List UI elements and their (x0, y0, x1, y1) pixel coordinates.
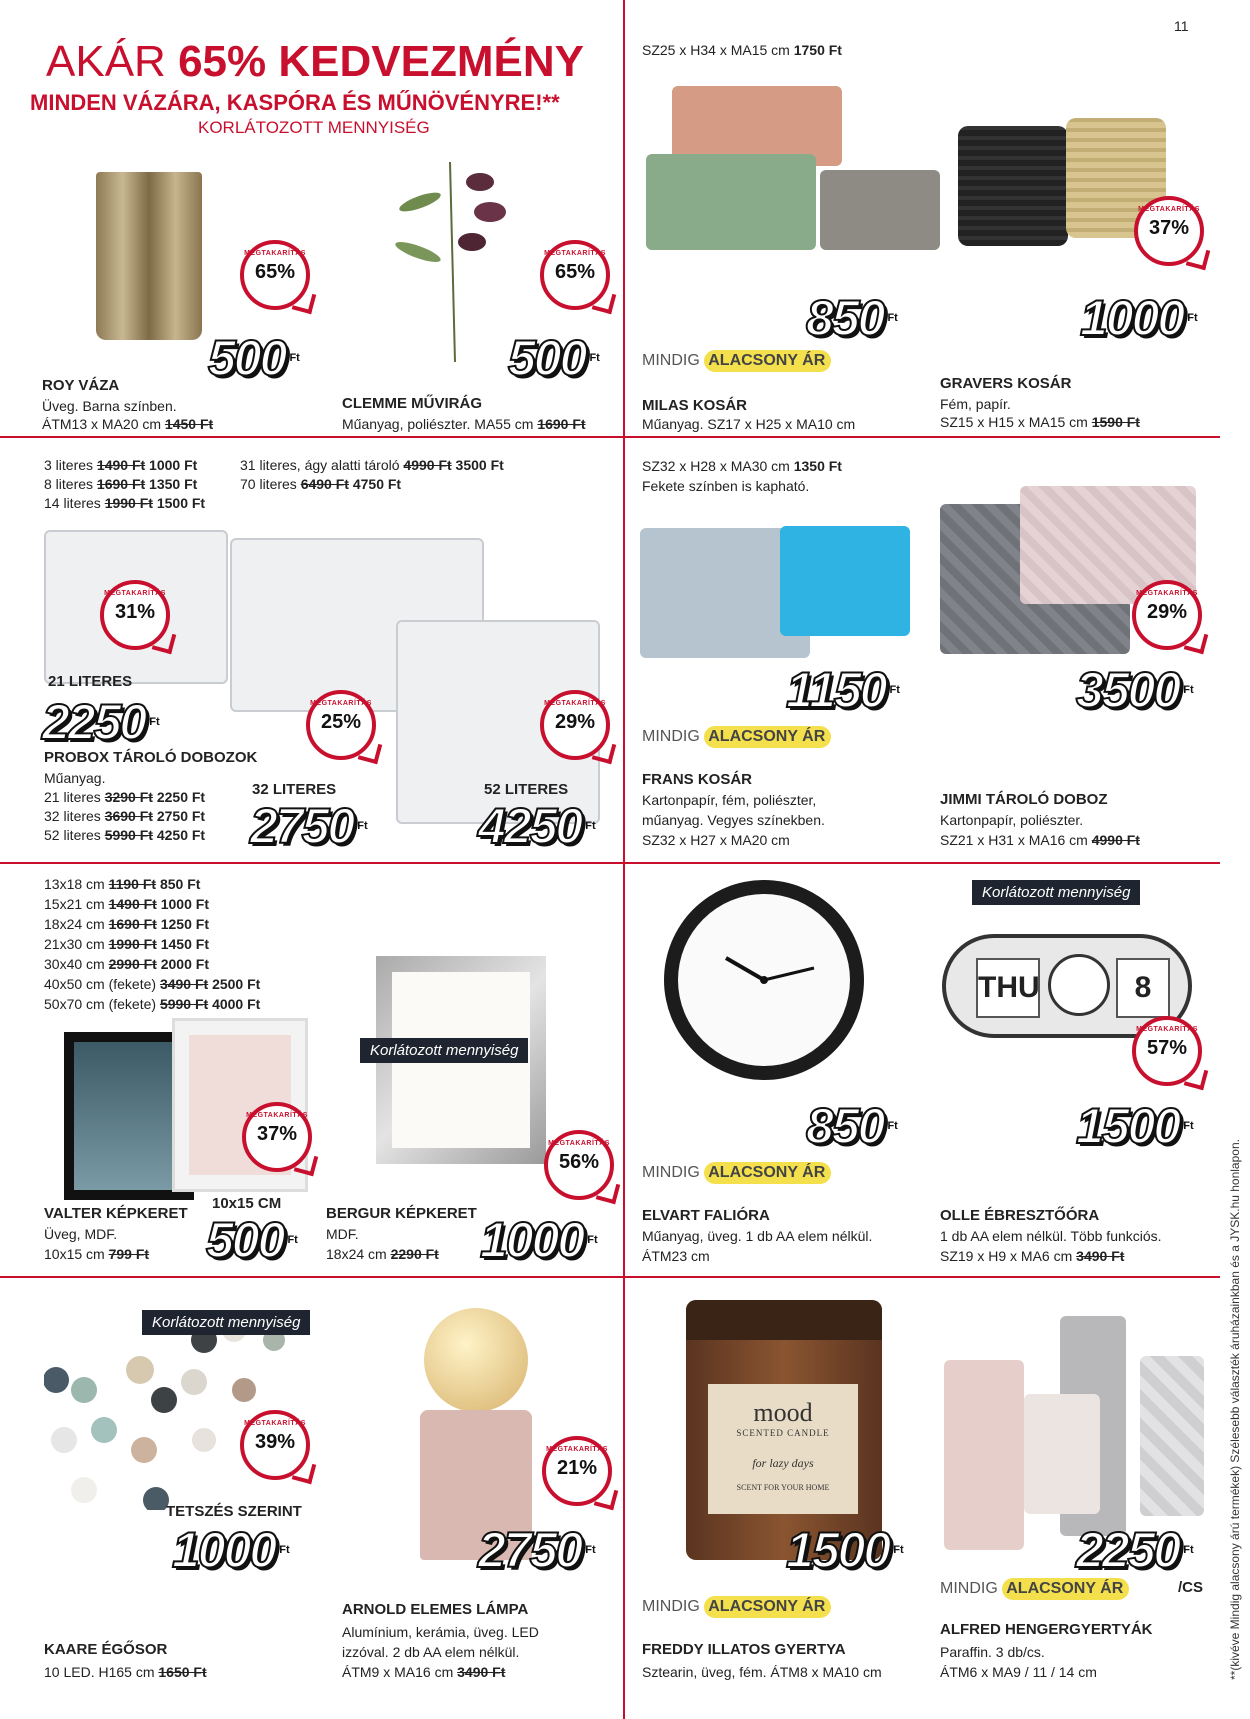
savings-badge: MEGTAKARÍTÁS 65% (240, 240, 310, 310)
page-number: 11 (1174, 18, 1189, 34)
wall-clock-image (664, 880, 864, 1080)
product-name: JIMMI TÁROLÓ DOBOZ (940, 791, 1108, 808)
product-desc: 1 db AA elem nélkül. Több funkciós. (940, 1228, 1162, 1244)
product-desc: Fém, papír. (940, 396, 1011, 412)
product-desc: 10 LED. H165 cm 1650 Ft (44, 1664, 207, 1680)
savings-badge: MEGTAKARÍTÁS 31% (100, 580, 170, 650)
savings-badge: MEGTAKARÍTÁS 29% (1132, 580, 1202, 650)
variant-label: TETSZÉS SZERINT (166, 1503, 302, 1520)
product-desc: Műanyag. SZ17 x H25 x MA10 cm (642, 416, 856, 432)
price: 1500 $^{Ft}$ (1076, 1098, 1194, 1154)
price-list-left: 3 literes 1490 Ft 1000 Ft 8 literes 1690 Ft 1350 Ft 14 literes 1990 Ft 1500 Ft (44, 457, 206, 511)
price: 1000 $^{Ft}$ (172, 1522, 290, 1578)
product-desc: ÁTM9 x MA16 cm 3490 Ft (342, 1664, 506, 1680)
savings-badge: MEGTAKARÍTÁS 65% (540, 240, 610, 310)
side-note: **(kivéve Mindig alacsony árú termékek) Szélesebb választék áruházainkban és a JYSK.hu honlapon. (1228, 1139, 1242, 1680)
price: 500 $^{Ft}$ (508, 330, 600, 386)
price: 2250 $^{Ft}$ (42, 694, 160, 750)
frame-price-list: 13x18 cm 1190 Ft 850 Ft 15x21 cm 1490 Ft 1000 Ft 18x24 cm 1690 Ft 1250 Ft 21x30 cm 1990 Ft 1450 Ft 30x40 cm 2990 Ft 2000 Ft 40x50 cm (fekete) 3490 Ft 2500 Ft 50x70 cm (fekete) 5990 Ft 4000 Ft (44, 876, 261, 1012)
candle-jar-image (686, 1300, 882, 1560)
product-desc: SZ21 x H31 x MA16 cm 4990 Ft (940, 832, 1140, 848)
clock-date-display: 8 (1116, 958, 1170, 1018)
product-name: ALFRED HENGERGYERTYÁK (940, 1621, 1153, 1638)
savings-badge: MEGTAKARÍTÁS 56% (544, 1130, 614, 1200)
price-list-right: 31 literes, ágy alatti tároló 4990 Ft 3500 Ft 70 literes 6490 Ft 4750 Ft (240, 457, 504, 492)
product-desc: ÁTM13 x MA20 cm 1450 Ft (42, 416, 214, 432)
basket-black-image (958, 126, 1068, 246)
row-divider-2 (0, 862, 1220, 864)
size-label: 10x15 CM (212, 1195, 282, 1212)
price: 500 $^{Ft}$ (206, 1212, 298, 1268)
price: 2750 $^{Ft}$ (250, 798, 368, 854)
product-desc: SZ15 x H15 x MA15 cm 1590 Ft (940, 414, 1140, 430)
candle-label-footer: SCENT FOR YOUR HOME (736, 1483, 830, 1492)
product-desc: Alumínium, kerámia, üveg. LED (342, 1624, 539, 1640)
mindig-alacsony-ar-badge: MINDIG ALACSONY ÁR (940, 1578, 1129, 1600)
clock-day-display: THU (976, 958, 1040, 1018)
row-divider-1 (0, 436, 1220, 438)
product-name: FRANS KOSÁR (642, 771, 753, 788)
savings-badge: MEGTAKARÍTÁS 39% (240, 1410, 310, 1480)
mindig-alacsony-ar-badge: MINDIG ALACSONY ÁR (642, 726, 831, 748)
product-name: BERGUR KÉPKERET (326, 1205, 477, 1222)
product-desc: Műanyag, üveg. 1 db AA elem nélkül. (642, 1228, 873, 1244)
savings-badge: MEGTAKARÍTÁS 25% (306, 690, 376, 760)
savings-badge: MEGTAKARÍTÁS 21% (542, 1436, 612, 1506)
candle-label-title: mood (753, 1398, 813, 1427)
headline-prefix: AKÁR (46, 37, 166, 86)
fabric-basket-blue-image (780, 526, 910, 636)
product-name: OLLE ÉBRESZTŐÓRA (940, 1207, 1100, 1224)
savings-badge: MEGTAKARÍTÁS 37% (242, 1102, 312, 1172)
product-color-note: Fekete színben is kapható. (642, 478, 810, 494)
lamp-bulb-image (424, 1308, 528, 1412)
product-name: VALTER KÉPKERET (44, 1205, 188, 1222)
headline-discount: 65% KEDVEZMÉNY (178, 37, 584, 86)
product-name: KAARE ÉGŐSOR (44, 1641, 168, 1658)
product-desc: SZ32 x H27 x MA20 cm (642, 832, 790, 848)
price: 3500 $^{Ft}$ (1076, 662, 1194, 718)
price: 4250 $^{Ft}$ (478, 798, 596, 854)
product-name: GRAVERS KOSÁR (940, 375, 1072, 392)
candle-quilted-image (1140, 1356, 1204, 1516)
price: 850 $^{Ft}$ (806, 290, 898, 346)
size-label: 52 LITERES (484, 781, 569, 798)
vertical-divider (623, 0, 625, 1719)
price: 1000 $^{Ft}$ (480, 1212, 598, 1268)
price: 500 $^{Ft}$ (208, 330, 300, 386)
limited-quantity-label: Korlátozott mennyiség (360, 1038, 528, 1063)
price: 1000 $^{Ft}$ (1080, 290, 1198, 346)
price: 850 $^{Ft}$ (806, 1098, 898, 1154)
limited-quantity-note: KORLÁTOZOTT MENNYISÉG (198, 118, 430, 137)
product-desc: 18x24 cm 2290 Ft (326, 1246, 439, 1262)
product-desc: SZ19 x H9 x MA6 cm 3490 Ft (940, 1248, 1125, 1264)
product-name: PROBOX TÁROLÓ DOBOZOK (44, 749, 258, 766)
savings-badge: MEGTAKARÍTÁS 29% (540, 690, 610, 760)
price-list-bottom: 21 literes 3290 Ft 2250 Ft 32 literes 3690 Ft 2750 Ft 52 literes 5990 Ft 4250 Ft (44, 789, 206, 843)
product-name: ARNOLD ELEMES LÁMPA (342, 1601, 529, 1618)
subheadline: MINDEN VÁZÁRA, KASPÓRA ÉS MŰNÖVÉNYRE!** (30, 90, 560, 115)
candle-pink-image (944, 1360, 1024, 1550)
price: 1150 $^{Ft}$ (786, 662, 900, 718)
candle-white-image (1024, 1394, 1100, 1514)
product-desc: Sztearin, üveg, fém. ÁTM8 x MA10 cm (642, 1664, 882, 1680)
product-desc: Üveg. Barna színben. (42, 398, 177, 414)
candle-label-tagline: for lazy days (752, 1456, 814, 1470)
product-desc: Paraffin. 3 db/cs. (940, 1644, 1045, 1660)
savings-badge: MEGTAKARÍTÁS 57% (1132, 1016, 1202, 1086)
candle-label-subtitle: SCENTED CANDLE (736, 1428, 830, 1438)
vase-image (96, 172, 202, 340)
product-size-note: SZ32 x H28 x MA30 cm 1350 Ft (642, 458, 842, 474)
product-desc: műanyag. Vegyes színekben. (642, 812, 825, 828)
per-pack-label: /CS (1178, 1579, 1204, 1596)
limited-quantity-label: Korlátozott mennyiség (142, 1310, 310, 1335)
row-divider-3 (0, 1276, 1220, 1278)
mindig-alacsony-ar-badge: MINDIG ALACSONY ÁR (642, 1162, 831, 1184)
product-desc: Üveg, MDF. (44, 1226, 118, 1242)
product-desc: ÁTM6 x MA9 / 11 / 14 cm (940, 1664, 1097, 1680)
product-desc: Kartonpapír, fém, poliészter, (642, 792, 817, 808)
product-name: FREDDY ILLATOS GYERTYA (642, 1641, 846, 1658)
crate-grey-image (820, 170, 940, 250)
price: 2750 $^{Ft}$ (478, 1522, 596, 1578)
product-name: ROY VÁZA (42, 377, 120, 394)
product-desc: Műanyag, poliészter. MA55 cm 1690 Ft (342, 416, 586, 432)
product-desc: izzóval. 2 db AA elem nélkül. (342, 1644, 520, 1660)
price: 1500 $^{Ft}$ (786, 1522, 904, 1578)
product-name: MILAS KOSÁR (642, 397, 747, 414)
product-desc: 10x15 cm 799 Ft (44, 1246, 150, 1262)
product-size-note: SZ25 x H34 x MA15 cm 1750 Ft (642, 42, 842, 58)
product-desc: Műanyag. (44, 770, 106, 786)
headline (46, 38, 584, 86)
limited-quantity-label: Korlátozott mennyiség (972, 880, 1140, 905)
product-name: CLEMME MŰVIRÁG (342, 395, 482, 412)
product-name: ELVART FALIÓRA (642, 1207, 770, 1224)
light-string-image (44, 1310, 304, 1510)
crate-green-image (646, 154, 816, 250)
savings-badge: MEGTAKARÍTÁS 37% (1134, 196, 1204, 266)
product-desc: Kartonpapír, poliészter. (940, 812, 1084, 828)
size-label: 21 LITERES (48, 673, 133, 690)
mindig-alacsony-ar-badge: MINDIG ALACSONY ÁR (642, 350, 831, 372)
mindig-alacsony-ar-badge: MINDIG ALACSONY ÁR (642, 1596, 831, 1618)
artificial-plant-image (390, 142, 520, 362)
product-desc: MDF. (326, 1226, 359, 1242)
product-desc: ÁTM23 cm (642, 1248, 710, 1264)
price: 2250 $^{Ft}$ (1076, 1522, 1194, 1578)
size-label: 32 LITERES (252, 781, 337, 798)
